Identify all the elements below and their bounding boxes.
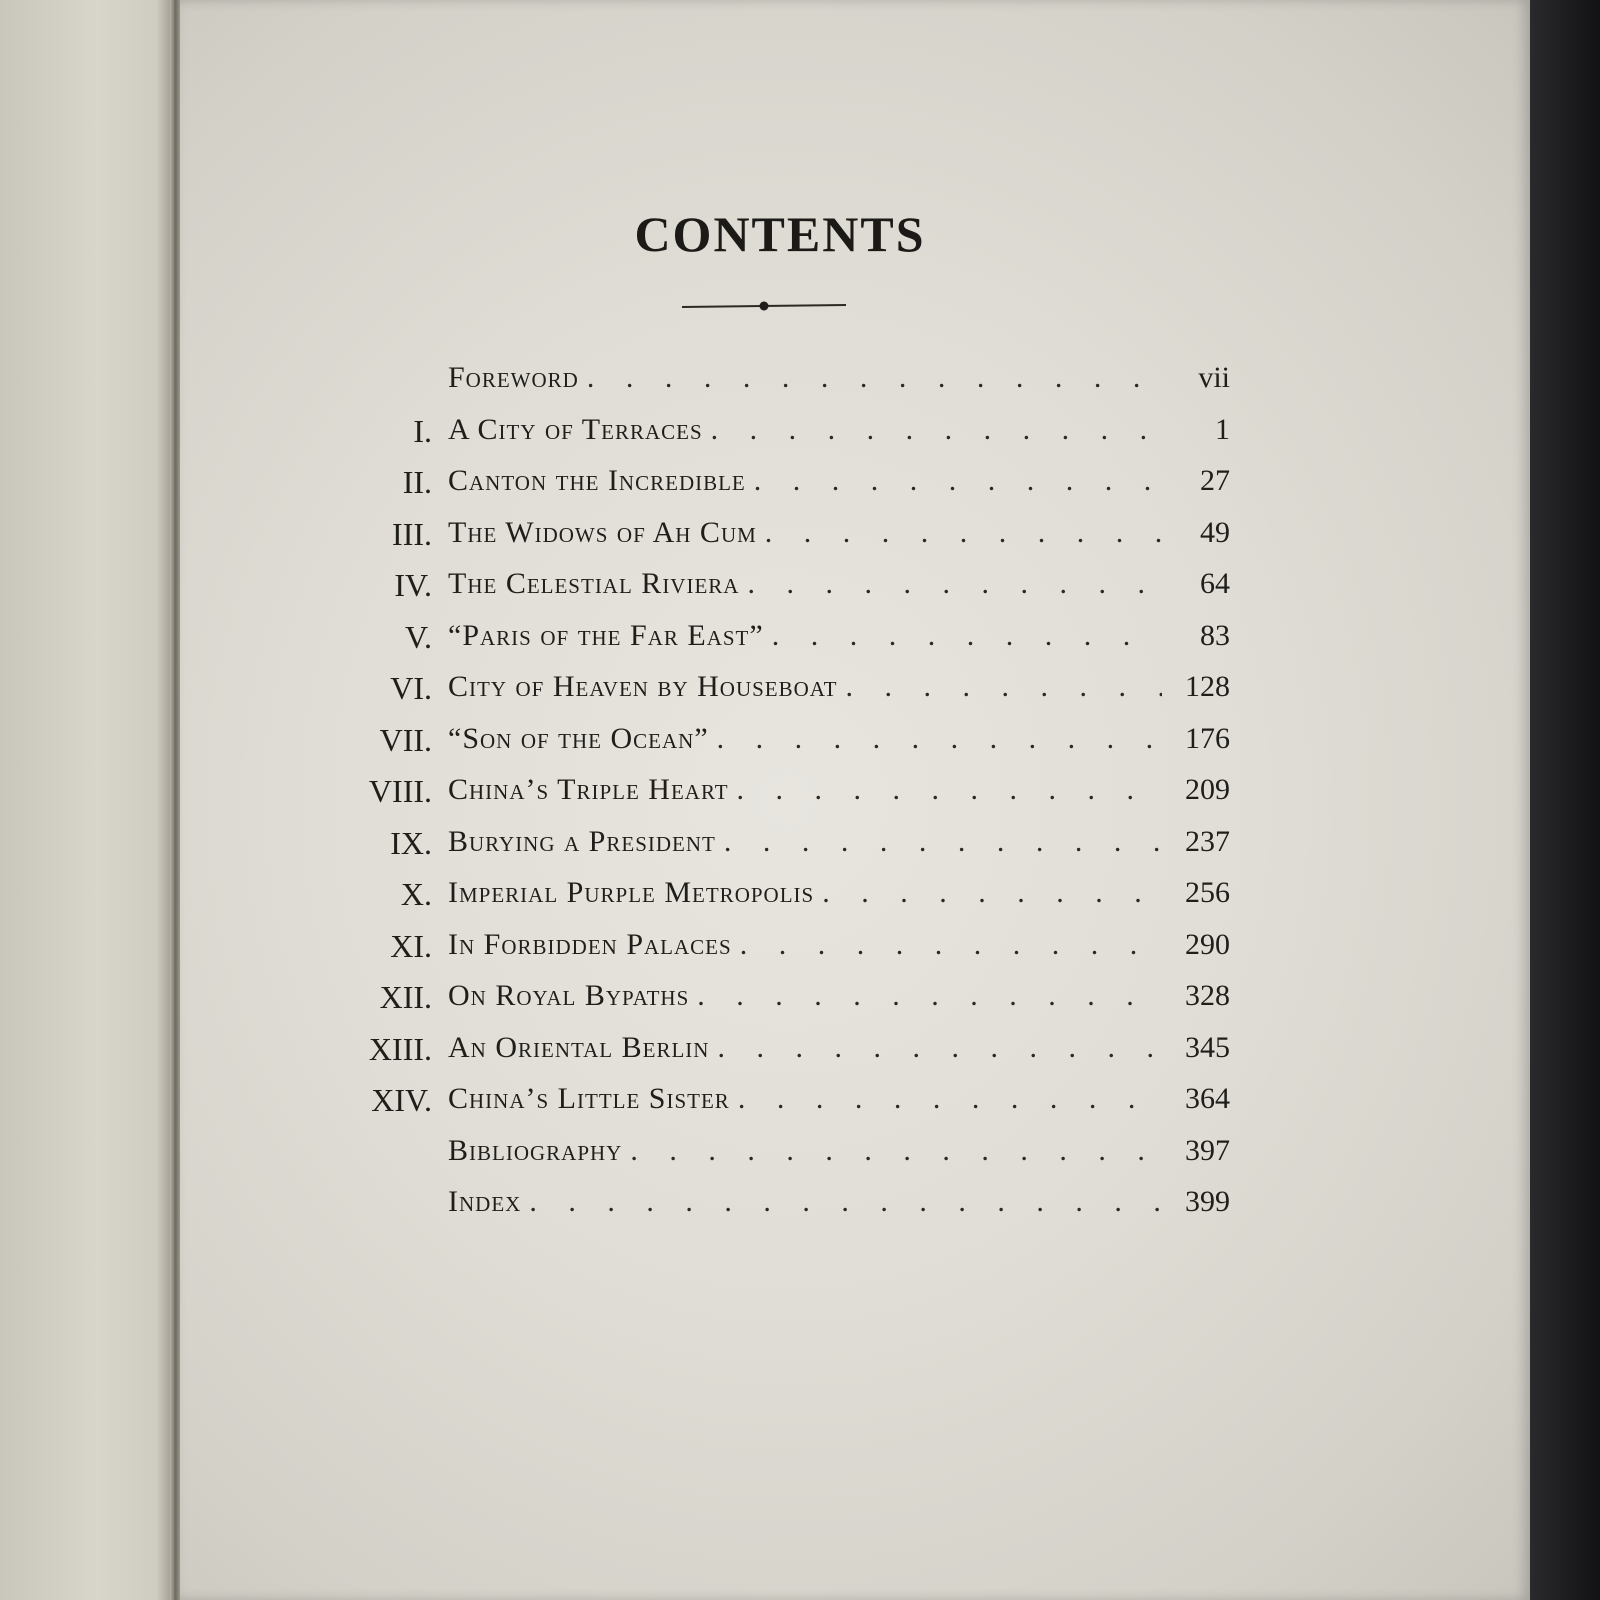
page-number: 64 (1200, 567, 1230, 600)
toc-row (330, 1179, 1230, 1231)
chapter-title: Canton the Incredible (448, 464, 746, 497)
chapter-number: III. (392, 515, 432, 552)
toc-row (330, 1128, 1230, 1180)
chapter-number: IX. (390, 824, 432, 861)
dot-leader (737, 773, 1162, 807)
toc-entry (448, 361, 1230, 395)
dot-leader (754, 464, 1162, 498)
page-number: 364 (1185, 1082, 1230, 1115)
toc-entry (448, 1185, 1230, 1219)
toc-row (330, 613, 1230, 665)
page-number: 27 (1200, 464, 1230, 497)
page-number: 256 (1185, 876, 1230, 909)
dot-leader (724, 825, 1162, 859)
chapter-number: II. (402, 464, 432, 500)
dot-leader (717, 1031, 1162, 1065)
chapter-number: VII. (379, 721, 432, 758)
chapter-title: The Widows of Ah Cum (448, 515, 757, 549)
page-number: 209 (1185, 773, 1230, 806)
toc-entry (448, 670, 1230, 704)
chapter-title: China’s Triple Heart (448, 773, 729, 806)
page-number: 237 (1185, 824, 1230, 858)
page-number: 399 (1185, 1185, 1230, 1218)
chapter-title: “Paris of the Far East” (448, 618, 764, 652)
toc-row (330, 1076, 1230, 1128)
chapter-title: “Son of the Ocean” (448, 721, 709, 755)
chapter-number: VIII. (368, 773, 432, 809)
page-number: 397 (1185, 1133, 1230, 1167)
chapter-title: Imperial Purple Metropolis (448, 876, 815, 909)
dot-leader (845, 670, 1162, 704)
dot-leader (772, 619, 1162, 653)
chapter-title: A City of Terraces (448, 412, 703, 446)
dot-leader (765, 516, 1162, 550)
dot-leader (747, 567, 1162, 601)
toc-entry (448, 928, 1230, 962)
title-ornament (680, 300, 848, 314)
toc-row (330, 407, 1230, 459)
toc-entry (448, 1082, 1230, 1116)
toc-entry (448, 1031, 1230, 1065)
chapter-title: Index (448, 1185, 522, 1218)
toc-entry (448, 876, 1230, 910)
toc-entry (448, 773, 1230, 807)
toc-entry (448, 825, 1230, 859)
page-number: vii (1198, 361, 1230, 394)
chapter-number: XI. (390, 927, 432, 964)
chapter-title: The Celestial Riviera (448, 567, 740, 600)
table-of-contents (330, 355, 1230, 1231)
toc-row (330, 561, 1230, 613)
toc-entry (448, 1134, 1230, 1168)
dot-leader (738, 1082, 1162, 1116)
chapter-title: Bibliography (448, 1133, 623, 1167)
toc-row (330, 355, 1230, 407)
chapter-title: Burying a President (448, 824, 716, 858)
dot-leader (717, 722, 1162, 756)
page-number: 83 (1200, 618, 1230, 652)
toc-row (330, 510, 1230, 562)
toc-row (330, 458, 1230, 510)
dot-leader (587, 361, 1162, 395)
page-title: CONTENTS (634, 206, 926, 262)
chapter-title: City of Heaven by Houseboat (448, 670, 838, 703)
toc-entry (448, 567, 1230, 601)
page-number: 176 (1185, 721, 1230, 755)
toc-row (330, 922, 1230, 974)
toc-row (330, 819, 1230, 871)
chapter-title: In Forbidden Palaces (448, 927, 732, 961)
chapter-title: China’s Little Sister (448, 1082, 730, 1115)
chapter-title: Foreword (448, 361, 579, 394)
chapter-number: X. (400, 876, 432, 912)
toc-row (330, 1025, 1230, 1077)
chapter-number: V. (405, 618, 432, 655)
toc-row (330, 870, 1230, 922)
dot-leader (740, 928, 1162, 962)
chapter-number: XIV. (371, 1082, 432, 1118)
page-number: 128 (1185, 670, 1230, 703)
dot-leader (630, 1134, 1162, 1168)
dot-leader (711, 413, 1162, 447)
toc-entry (448, 464, 1230, 498)
chapter-number: IV. (394, 567, 432, 603)
dot-leader (529, 1185, 1162, 1219)
page-number: 328 (1185, 979, 1230, 1012)
chapter-number: I. (413, 412, 432, 449)
chapter-number: XIII. (368, 1030, 432, 1067)
toc-row (330, 716, 1230, 768)
chapter-title: On Royal Bypaths (448, 979, 690, 1012)
page-number: 290 (1185, 927, 1230, 961)
page-number: 49 (1200, 515, 1230, 549)
page-number: 345 (1185, 1030, 1230, 1064)
toc-entry (448, 516, 1230, 550)
toc-entry (448, 722, 1230, 756)
toc-row (330, 767, 1230, 819)
toc-entry (448, 413, 1230, 447)
toc-row (330, 973, 1230, 1025)
chapter-number: VI. (390, 670, 432, 706)
chapter-title: An Oriental Berlin (448, 1030, 710, 1064)
toc-row (330, 664, 1230, 716)
dot-leader (822, 876, 1162, 910)
chapter-number: XII. (379, 979, 432, 1015)
toc-entry (448, 979, 1230, 1013)
toc-entry (448, 619, 1230, 653)
page-number: 1 (1215, 412, 1230, 446)
dot-leader (697, 979, 1162, 1013)
